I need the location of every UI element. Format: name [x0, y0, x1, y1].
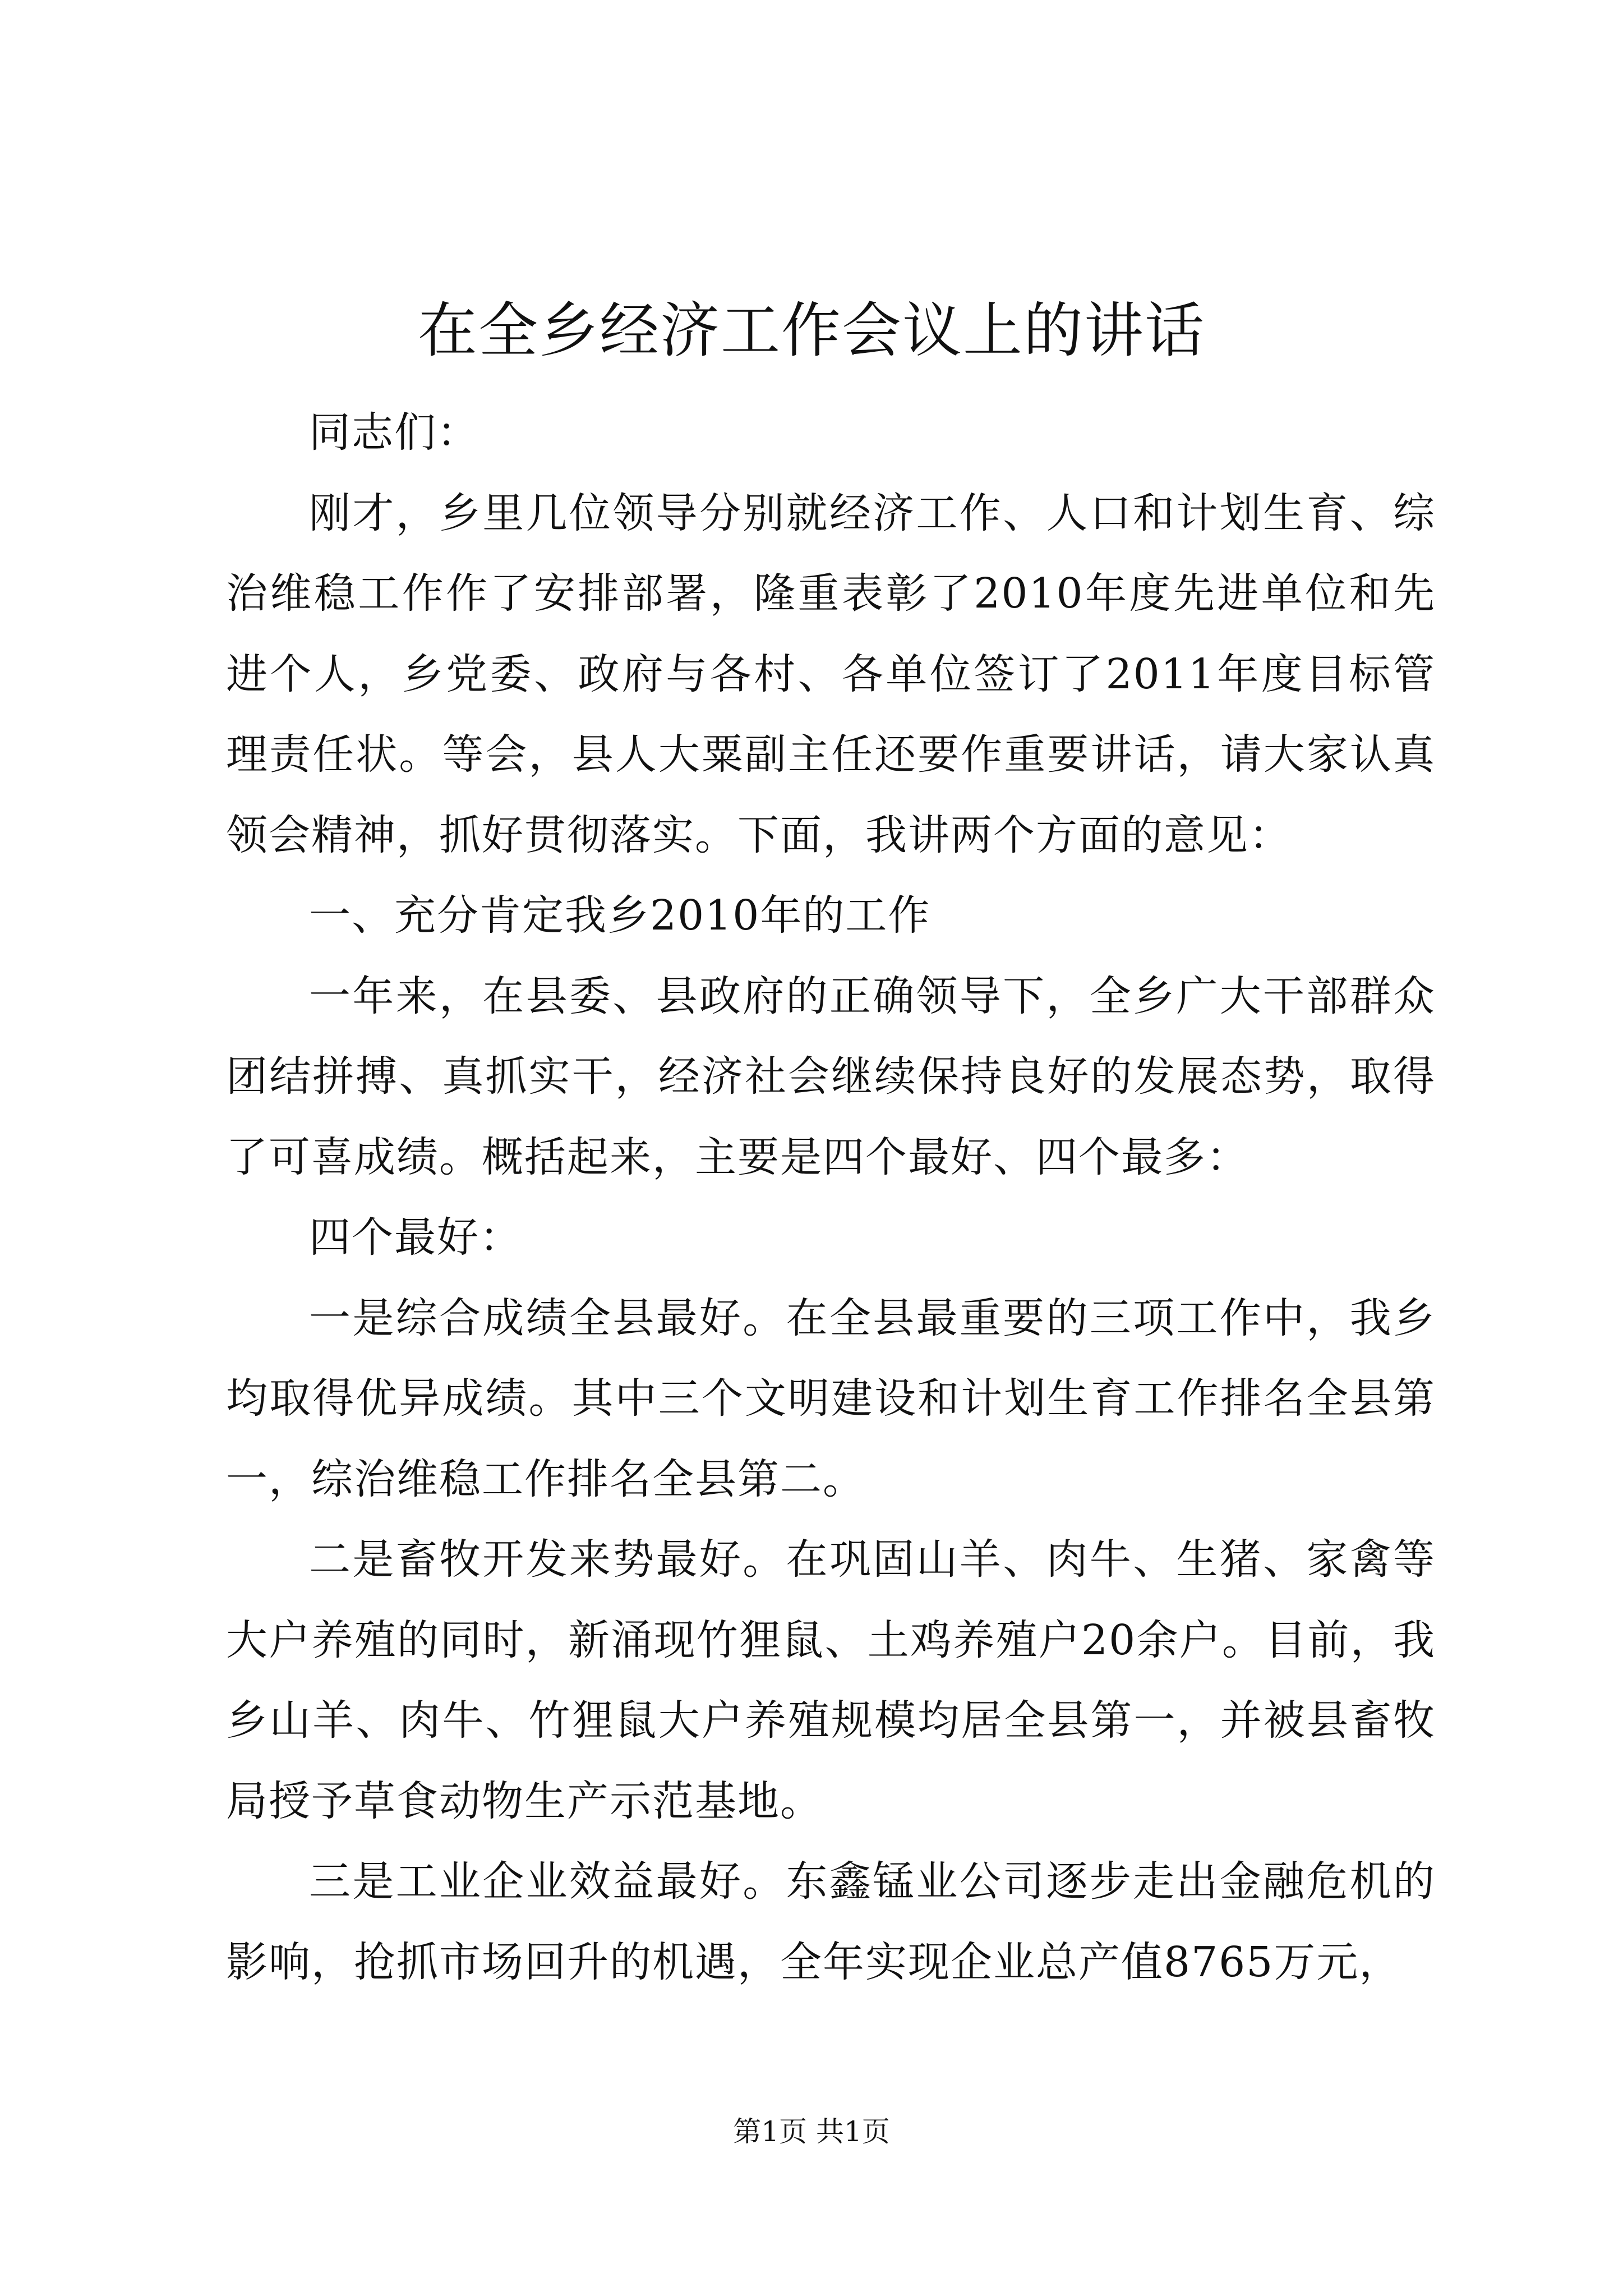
document-body: [226, 393, 1436, 2003]
page-title: 在全乡经济工作会议上的讲话: [418, 296, 1205, 365]
salutation-paragraph: 同志们：: [309, 408, 479, 457]
section-heading: 一、充分肯定我乡2010年的工作: [309, 891, 931, 940]
point-three-paragraph: 三是工业企业效益最好。东鑫锰业公司逐步走出金融危机的影响，抢抓市场回升的机遇，全年实现企业总产值8765万元，: [226, 1857, 1436, 1986]
point-two-paragraph: 二是畜牧开发来势最好。在巩固山羊、肉牛、生猪、家禽等大户养殖的同时，新涌现竹狸鼠、土鸡养殖户20余户。目前，我乡山羊、肉牛、竹狸鼠大户养殖规模均居全县第一，并被县畜牧局授予草食动物生产示范基地。: [226, 1535, 1436, 1825]
page-footer: 第1页 共1页: [733, 2115, 890, 2148]
summary-paragraph: 一年来，在县委、县政府的正确领导下，全乡广大干部群众团结拼搏、真抓实干，经济社会继续保持良好的发展态势，取得了可喜成绩。概括起来，主要是四个最好、四个最多：: [226, 972, 1436, 1181]
subheading-paragraph: 四个最好：: [309, 1213, 522, 1262]
point-one-paragraph: 一是综合成绩全县最好。在全县最重要的三项工作中，我乡均取得优异成绩。其中三个文明建设和计划生育工作排名全县第一，综治维稳工作排名全县第二。: [226, 1294, 1436, 1503]
intro-paragraph: 刚才，乡里几位领导分别就经济工作、人口和计划生育、综治维稳工作作了安排部署，隆重表彰了2010年度先进单位和先进个人，乡党委、政府与各村、各单位签订了2011年度目标管理责任状。等会，县人大粟副主任还要作重要讲话，请大家认真领会精神，抓好贯彻落实。下面，我讲两个方面的意见：: [226, 489, 1436, 859]
